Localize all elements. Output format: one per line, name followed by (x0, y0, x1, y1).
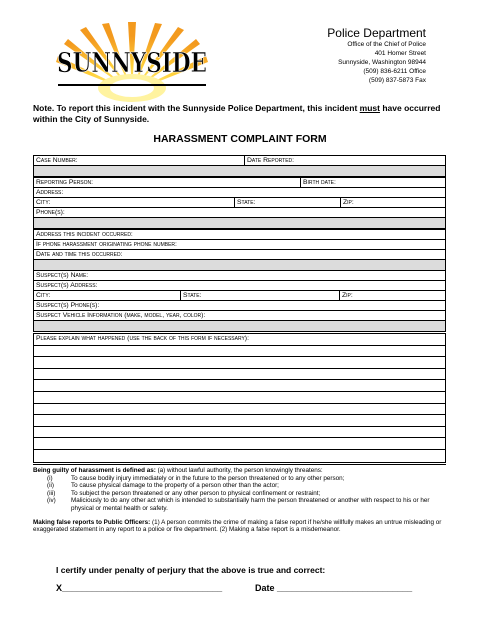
item-number: (ii) (47, 482, 54, 490)
explain-line[interactable] (34, 346, 445, 358)
address-line: 401 Homer Street (374, 50, 426, 57)
definition-item (33, 497, 446, 512)
birth-date-label: Birth date: (300, 178, 336, 187)
address-row[interactable] (34, 188, 445, 198)
item-number: (iv) (47, 497, 56, 505)
suspect-vehicle-row[interactable] (34, 311, 445, 321)
note-text: Note. To report this incident with the Sunnyside Police Department, this incident (33, 103, 360, 113)
suspect-phones-row[interactable] (34, 301, 445, 311)
spacer-row (34, 166, 445, 176)
reporting-person-row[interactable] (34, 178, 445, 188)
explain-line[interactable] (34, 369, 445, 381)
item-text: To cause physical damage to the property of a person other than the actor; (71, 482, 279, 490)
suspect-section (33, 270, 446, 332)
address-line: (509) 837-5873 Fax (368, 77, 426, 84)
false-report-definition (33, 519, 446, 534)
explain-label: Please explain what happened (use the back of this form if necessary): (36, 335, 249, 342)
explain-line[interactable] (34, 438, 445, 450)
city-row[interactable] (34, 198, 445, 208)
spacer-row (34, 260, 445, 270)
note-emphasis: must (359, 103, 380, 113)
incident-address-row[interactable] (34, 230, 445, 240)
suspect-name-row[interactable] (34, 271, 445, 281)
definition-item (33, 490, 446, 498)
suspect-name-label: Suspect(s) Name: (36, 272, 89, 279)
date-reported-label: Date Reported: (244, 156, 294, 165)
suspect-city-label: City: (36, 292, 51, 299)
explain-line[interactable] (34, 427, 445, 439)
suspect-phones-label: Suspect(s) Phone(s): (36, 302, 100, 309)
date-line[interactable]: Date ___________________________ (255, 583, 413, 593)
false-report-heading: Making false reports to Public Officers: (33, 518, 151, 526)
suspect-state-label: State: (180, 291, 201, 300)
phones-label: Phone(s): (36, 209, 65, 216)
jurisdiction-note (33, 103, 453, 125)
date-time-label: Date and time this occurred: (36, 251, 123, 258)
city-label: City: (36, 199, 51, 206)
address-line: (509) 836-6211 Office (363, 68, 426, 75)
address-line: Sunnyside, Washington 98944 (338, 59, 426, 66)
sunnyside-logo (52, 22, 212, 94)
legal-definitions (33, 464, 446, 534)
state-label: State: (234, 198, 255, 207)
explain-line[interactable] (34, 380, 445, 392)
explain-label-row (34, 334, 445, 346)
suspect-address-label: Suspect(s) Address: (36, 282, 98, 289)
explain-line[interactable] (34, 450, 445, 462)
case-row (34, 156, 445, 166)
harassment-intro: (a) without lawful authority, the person knowingly threatens: (155, 467, 323, 474)
address-line: Office of the Chief of Police (347, 41, 426, 48)
phone-harassment-row[interactable] (34, 240, 445, 250)
signature-line[interactable]: X________________________________ (56, 583, 223, 593)
spacer-row (34, 218, 445, 228)
explanation-area[interactable] (33, 333, 446, 463)
harassment-definition (33, 467, 446, 475)
form-title: HARASSMENT COMPLAINT FORM (153, 133, 327, 145)
definition-item (33, 475, 446, 483)
note-text: have occurred within the City of Sunnyside. (33, 103, 441, 124)
incident-section (33, 229, 446, 271)
reporting-section (33, 177, 446, 229)
false-report-text: (1) A person commits the crime of making a false report if he/she willfully makes an untrue misleading or exaggerated statement in any report to a police or fire department. (2) Making a false report is a misdemeanor. (33, 518, 442, 534)
suspect-address-row[interactable] (34, 281, 445, 291)
item-number: (i) (47, 474, 53, 482)
item-text: To cause bodily injury immediately or in the future to the person threatened or to any other person; (71, 474, 345, 482)
suspect-vehicle-label: Suspect Vehicle Information (make, model, year, color): (36, 312, 206, 319)
phones-row[interactable] (34, 208, 445, 218)
phone-harassment-label: If phone harassment originating phone number: (36, 241, 177, 248)
zip-label: Zip: (340, 198, 354, 207)
address-label: Address: (36, 189, 64, 196)
logo-text: SUNNYSIDE (57, 48, 207, 79)
reporting-person-label: Reporting Person: (36, 179, 94, 186)
certification-statement: I certify under penalty of perjury that the above is true and correct: (56, 565, 326, 575)
incident-address-label: Address this incident occurred: (36, 231, 133, 238)
explain-line[interactable] (34, 415, 445, 427)
department-header (327, 26, 426, 85)
item-text: Maliciously to do any other act which is intended to substantially harm the person threatened or another with respect to his or her physical or mental health or safety. (71, 497, 430, 512)
explain-line[interactable] (34, 404, 445, 416)
department-title: Police Department (327, 26, 426, 40)
suspect-city-row[interactable] (34, 291, 445, 301)
explain-line[interactable] (34, 392, 445, 404)
spacer-row (34, 321, 445, 331)
harassment-heading: Being guilty of harassment is defined as: (33, 467, 156, 474)
date-time-row[interactable] (34, 250, 445, 260)
suspect-zip-label: Zip: (339, 291, 353, 300)
item-text: To subject the person threatened or any other person to physical confinement or restraint; (71, 489, 321, 497)
case-number-label: Case Number: (36, 157, 78, 164)
definition-item (33, 482, 446, 490)
item-number: (iii) (47, 489, 56, 497)
explain-line[interactable] (34, 357, 445, 369)
case-section (33, 155, 446, 177)
